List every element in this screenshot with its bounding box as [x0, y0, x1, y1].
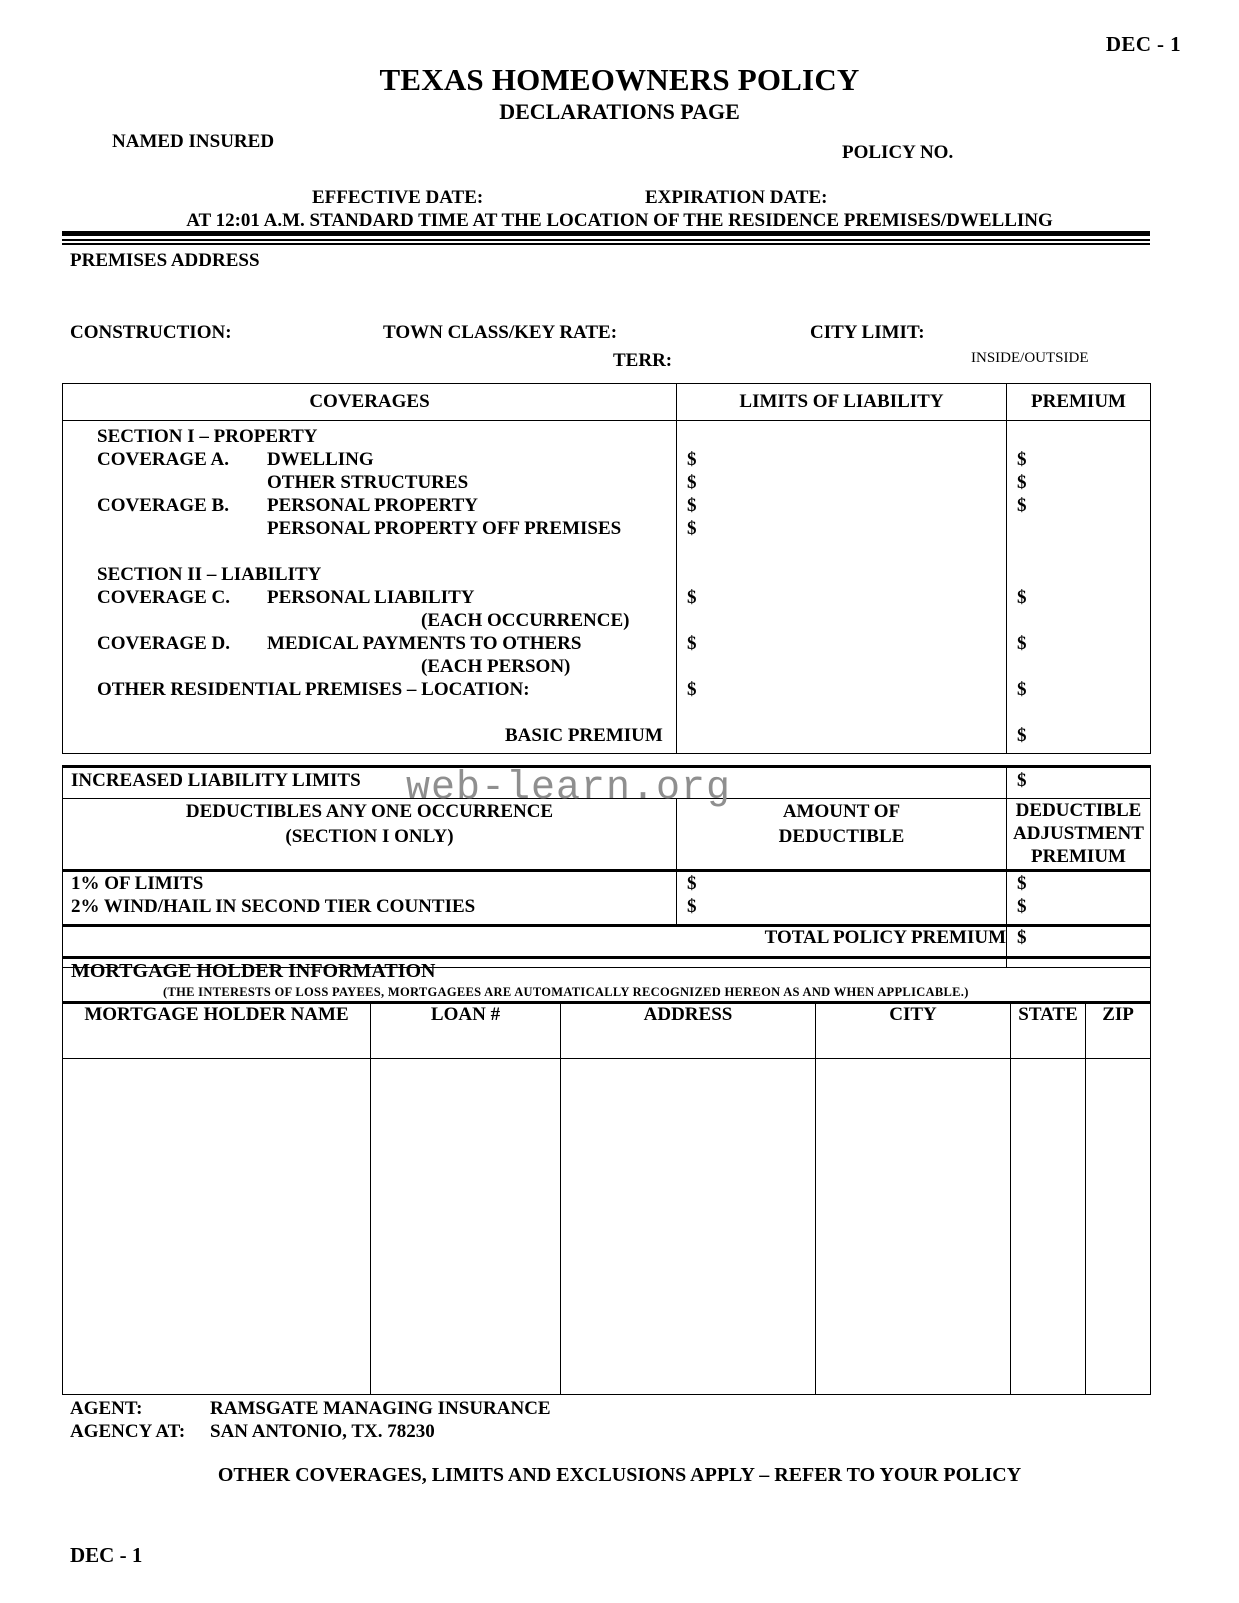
- town-class-key-rate-label: TOWN CLASS/KEY RATE:: [383, 322, 618, 343]
- deductible-labels-cell: [63, 871, 677, 926]
- mortgage-info-cell: [63, 958, 1151, 1003]
- site-watermark: web-learn.org: [406, 766, 732, 811]
- limit-other-residential-symbol: $: [687, 679, 697, 700]
- limits-values-cell: [677, 421, 1007, 754]
- limit-dwelling-symbol: $: [687, 449, 697, 470]
- mortgage-holder-information-title: MORTGAGE HOLDER INFORMATION: [71, 960, 436, 982]
- limit-personal-liability-symbol: $: [687, 587, 697, 608]
- mortgage-address-field[interactable]: [561, 1059, 816, 1395]
- mortgage-info-header-row: [63, 958, 1151, 1003]
- policy-number-label: POLICY NO.: [842, 142, 954, 163]
- other-structures-desc: OTHER STRUCTURES: [267, 472, 469, 493]
- amount-of-deductible-line2: DEDUCTIBLE: [778, 826, 905, 847]
- deductibles-header-line1: DEDUCTIBLES ANY ONE OCCURRENCE: [185, 801, 554, 822]
- mortgage-zip-field[interactable]: [1086, 1059, 1151, 1395]
- premium-values-cell: [1007, 421, 1151, 754]
- coverage-c-label: COVERAGE C.: [97, 587, 231, 608]
- premium-other-residential-symbol: $: [1017, 679, 1027, 700]
- deductible-1-percent-label: 1% OF LIMITS: [71, 873, 204, 894]
- increased-liability-premium-cell: [1007, 767, 1151, 799]
- premises-address-label: PREMISES ADDRESS: [70, 250, 260, 271]
- agent-label: AGENT:: [70, 1398, 143, 1419]
- mortgage-holder-table: [62, 956, 1151, 1395]
- agent-line: [70, 1398, 551, 1420]
- premium-other-structures-symbol: $: [1017, 472, 1027, 493]
- personal-property-off-premises-desc: PERSONAL PROPERTY OFF PREMISES: [267, 518, 622, 539]
- mortgage-columns-header-row: [63, 1003, 1151, 1059]
- other-residential-premises-desc: OTHER RESIDENTIAL PREMISES – LOCATION:: [97, 679, 530, 700]
- mortgage-column-zip: ZIP: [1086, 1003, 1151, 1059]
- deductible-1-percent-adjustment-symbol: $: [1017, 873, 1027, 894]
- deductible-amounts-cell: [677, 871, 1007, 926]
- deductible-1-percent-amount-symbol: $: [687, 873, 697, 894]
- construction-label: CONSTRUCTION:: [70, 322, 232, 343]
- limit-medical-payments-symbol: $: [687, 633, 697, 654]
- total-policy-premium-symbol: $: [1017, 927, 1027, 948]
- mortgage-loan-field[interactable]: [371, 1059, 561, 1395]
- each-person-note: (EACH PERSON): [421, 656, 571, 677]
- mortgage-name-field[interactable]: [63, 1059, 371, 1395]
- amount-of-deductible-header: [677, 799, 1007, 871]
- mortgage-state-field[interactable]: [1011, 1059, 1086, 1395]
- coverage-d-label: COVERAGE D.: [97, 633, 231, 654]
- amount-of-deductible-line1: AMOUNT OF: [782, 801, 901, 822]
- premium-medical-payments-symbol: $: [1017, 633, 1027, 654]
- deductibles-values-row: [63, 871, 1151, 926]
- mortgage-column-city: CITY: [816, 1003, 1011, 1059]
- footer-page-label: DEC - 1: [70, 1543, 143, 1567]
- premium-column-header: PREMIUM: [1007, 384, 1151, 421]
- deductibles-table: [62, 765, 1151, 968]
- premium-personal-liability-symbol: $: [1017, 587, 1027, 608]
- header-rule-thick: [62, 231, 1150, 236]
- limit-personal-property-symbol: $: [687, 495, 697, 516]
- standard-time-note: AT 12:01 A.M. STANDARD TIME AT THE LOCATION OF THE RESIDENCE PREMISES/DWELLING: [186, 210, 1053, 231]
- coverage-c-desc: PERSONAL LIABILITY: [267, 587, 475, 608]
- agency-label: AGENCY AT:: [70, 1421, 186, 1442]
- other-coverages-disclaimer: OTHER COVERAGES, LIMITS AND EXCLUSIONS APPLY – REFER TO YOUR POLICY: [217, 1464, 1022, 1486]
- premium-personal-property-symbol: $: [1017, 495, 1027, 516]
- deductible-2-percent-amount-symbol: $: [687, 896, 697, 917]
- coverage-d-desc: MEDICAL PAYMENTS TO OTHERS: [267, 633, 582, 654]
- increased-liability-label-cell: [63, 767, 1007, 799]
- agency-line: [70, 1421, 435, 1443]
- section-2-heading: SECTION II – LIABILITY: [97, 564, 322, 585]
- deductible-adjustment-line1: DEDUCTIBLE: [1015, 800, 1142, 821]
- deductible-adjustment-line3: PREMIUM: [1031, 846, 1126, 867]
- deductible-adjustment-premium-header: [1007, 799, 1151, 871]
- coverages-column-header: COVERAGES: [63, 384, 677, 421]
- each-occurrence-note: (EACH OCCURRENCE): [421, 610, 630, 631]
- coverages-body-row: [63, 421, 1151, 754]
- city-limit-label: CITY LIMIT:: [810, 322, 925, 343]
- deductibles-header-left: [63, 799, 677, 871]
- mortgage-column-address: ADDRESS: [561, 1003, 816, 1059]
- mortgage-fine-print: (THE INTERESTS OF LOSS PAYEES, MORTGAGEES ARE AUTOMATICALLY RECOGNIZED HEREON AS AND WHEN APPLICABLE.): [163, 985, 969, 999]
- mortgage-column-name: MORTGAGE HOLDER NAME: [63, 1003, 371, 1059]
- limit-personal-property-off-premises-symbol: $: [687, 518, 697, 539]
- effective-date-label: EFFECTIVE DATE:: [312, 187, 484, 208]
- inside-outside-label: INSIDE/OUTSIDE: [971, 350, 1089, 366]
- increased-liability-premium-symbol: $: [1017, 770, 1027, 791]
- expiration-date-label: EXPIRATION DATE:: [645, 187, 828, 208]
- coverage-a-desc: DWELLING: [267, 449, 374, 470]
- coverage-b-label: COVERAGE B.: [97, 495, 229, 516]
- deductible-adjustment-amounts-cell: [1007, 871, 1151, 926]
- mortgage-column-loan: LOAN #: [371, 1003, 561, 1059]
- header-rule-thin-2: [62, 243, 1150, 245]
- deductibles-header-line2: (SECTION I ONLY): [285, 826, 454, 847]
- premium-dwelling-symbol: $: [1017, 449, 1027, 470]
- coverage-b-desc: PERSONAL PROPERTY: [267, 495, 478, 516]
- deductible-2-percent-adjustment-symbol: $: [1017, 896, 1027, 917]
- agent-value: RAMSGATE MANAGING INSURANCE: [210, 1398, 551, 1419]
- limits-column-header: LIMITS OF LIABILITY: [677, 384, 1007, 421]
- header-rule-thin-1: [62, 239, 1150, 241]
- increased-liability-row: [63, 767, 1151, 799]
- named-insured-label: NAMED INSURED: [112, 131, 275, 152]
- coverages-table: [62, 383, 1151, 754]
- total-policy-premium-label: TOTAL POLICY PREMIUM: [63, 926, 1007, 968]
- deductibles-header-row: [63, 799, 1151, 871]
- coverages-header-row: [63, 384, 1151, 421]
- mortgage-column-state: STATE: [1011, 1003, 1086, 1059]
- agency-value: SAN ANTONIO, TX. 78230: [210, 1421, 435, 1442]
- coverage-a-label: COVERAGE A.: [97, 449, 229, 470]
- mortgage-city-field[interactable]: [816, 1059, 1011, 1395]
- limit-other-structures-symbol: $: [687, 472, 697, 493]
- page-corner-label: DEC - 1: [1105, 32, 1181, 56]
- coverages-descriptions-cell: [63, 421, 677, 754]
- deductible-adjustment-line2: ADJUSTMENT: [1013, 823, 1144, 844]
- basic-premium-symbol: $: [1017, 725, 1027, 746]
- basic-premium-label: BASIC PREMIUM: [505, 725, 663, 746]
- mortgage-entry-row[interactable]: [63, 1059, 1151, 1395]
- section-1-heading: SECTION I – PROPERTY: [97, 426, 318, 447]
- page-title: TEXAS HOMEOWNERS POLICY: [379, 62, 860, 97]
- increased-liability-label: INCREASED LIABILITY LIMITS: [71, 770, 361, 791]
- territory-label: TERR:: [613, 350, 673, 371]
- deductible-2-percent-windhail-label: 2% WIND/HAIL IN SECOND TIER COUNTIES: [71, 896, 476, 917]
- page-subtitle: DECLARATIONS PAGE: [499, 99, 740, 124]
